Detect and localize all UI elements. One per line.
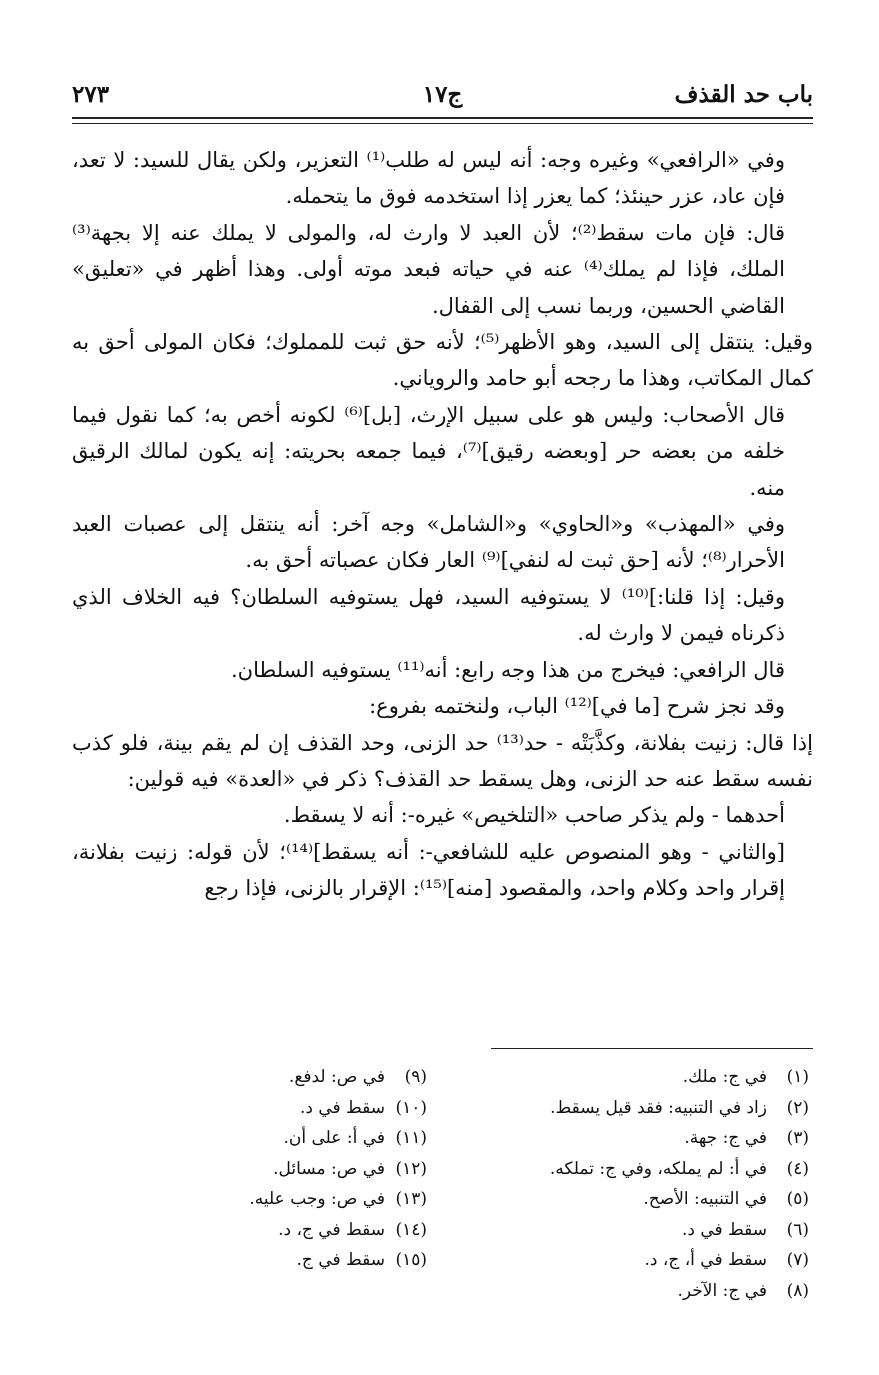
footnote-text: في ص: مسائل. <box>273 1158 385 1179</box>
footnote-number: (٤) <box>786 1158 809 1179</box>
footnote <box>167 1062 427 1093</box>
footnote-number: (٣) <box>786 1128 809 1148</box>
paragraph: إذا قال: زنيت بفلانة، وكذَّبَتْه - حد⁽¹³⁾ حد الزنى، وحد القذف إن لم يقم بينة، فلو كذب نفسه سقط عنه حد الزنى، وهل يسقط حد القذف؟ ذكر في «العدة» فيه قولين: <box>72 730 813 791</box>
footnote-number: (٩) <box>404 1067 427 1087</box>
footnote-text: زاد في التنبيه: فقد قيل يسقط. <box>550 1097 767 1118</box>
footnote <box>167 1154 427 1185</box>
footnote-number: (١٠) <box>395 1097 427 1118</box>
footnote-number: (١٢) <box>395 1158 427 1179</box>
footnote-text: في أ: لم يملكه، وفي ج: تملكه. <box>549 1158 767 1179</box>
footnote-number: (٨) <box>786 1280 809 1301</box>
footnote-number: (١٥) <box>395 1250 427 1270</box>
footnote-separator <box>491 1048 813 1049</box>
footnote-number: (٢) <box>786 1097 809 1118</box>
footnote-number: (٧) <box>786 1250 809 1270</box>
footnote-number: (١٤) <box>395 1219 427 1240</box>
paragraph: وقيل: إذا قلنا:]⁽¹⁰⁾ لا يستوفيه السيد، فهل يستوفيه السلطان؟ فيه الخلاف الذي ذكرناه فيمن لا وارث له. <box>72 584 785 646</box>
footnote-text: سقط في ج. <box>296 1250 385 1270</box>
footnote <box>469 1093 809 1124</box>
footnote-number: (٦) <box>786 1219 809 1240</box>
page-number: ٢٧٣ <box>72 81 110 108</box>
chapter-title: باب حد القذف <box>674 81 813 108</box>
volume-label: ج١٧ <box>422 81 463 108</box>
footnote <box>167 1184 427 1215</box>
footnote-text: سقط في ج، د. <box>278 1219 385 1240</box>
footnote-number: (١) <box>786 1067 809 1087</box>
footnote-text: سقط في أ، ج، د. <box>644 1250 767 1270</box>
footnote-text: في ج: الآخر. <box>677 1280 767 1301</box>
footnotes-left-column <box>167 1062 427 1276</box>
footnote <box>469 1062 809 1093</box>
footnotes-right-column <box>469 1062 809 1306</box>
footnote <box>469 1154 809 1185</box>
main-text <box>72 142 813 907</box>
footnote-text: في أ: على أن. <box>283 1128 385 1148</box>
footnote <box>167 1245 427 1276</box>
footnote-text: في التنبيه: الأصح. <box>643 1189 767 1209</box>
paragraph: قال الرافعي: فيخرج من هذا وجه رابع: أنه⁽¹¹⁾ يستوفيه السلطان. <box>230 657 785 682</box>
paragraph: وقيل: ينتقل إلى السيد، وهو الأظهر⁽⁵⁾؛ لأنه حق ثبت للمملوك؛ فكان المولى أحق به كمال المكاتب، وهذا ما رجحه أبو حامد والروياني. <box>72 330 813 391</box>
footnote-number: (١٣) <box>395 1189 427 1209</box>
paragraph: قال: فإن مات سقط⁽²⁾؛ لأن العبد لا وارث له، والمولى لا يملك عنه إلا بجهة⁽³⁾ الملك، فإذا لم يملك⁽⁴⁾ عنه في حياته فبعد موته أولى. وهذا أظهر في «تعليق» القاضي الحسين، وربما نسب إلى القفال. <box>72 220 785 318</box>
footnote-number: (٥) <box>786 1189 809 1209</box>
paragraph: وفي «الرافعي» وغيره وجه: أنه ليس له طلب⁽¹⁾ التعزير، ولكن يقال للسيد: لا تعد، فإن عاد، عزر حينئذ؛ كما يعزر إذا استخدمه فوق ما يتحمله. <box>72 148 785 209</box>
header-rule-thick <box>72 117 813 119</box>
footnote <box>469 1184 809 1215</box>
paragraph: [والثاني - وهو المنصوص عليه للشافعي-: أنه يسقط]⁽¹⁴⁾؛ لأن قوله: زنيت بفلانة، إقرار واحد وكلام واحد، والمقصود [منه]⁽¹⁵⁾: الإقرار بالزنى، فإذا رجع <box>72 839 786 901</box>
paragraph: أحدهما - ولم يذكر صاحب «التلخيص» غيره-: أنه لا يسقط. <box>283 803 785 828</box>
footnote-text: في ج: ملك. <box>682 1067 767 1087</box>
paragraph: وفي «المهذب» و«الحاوي» و«الشامل» وجه آخر: أنه ينتقل إلى عصبات العبد الأحرار⁽⁸⁾؛ لأنه [حق ثبت له لنفي]⁽⁹⁾ العار فكان عصباته أحق به. <box>72 512 786 573</box>
footnote <box>167 1215 427 1246</box>
footnote <box>469 1245 809 1276</box>
footnote <box>167 1123 427 1154</box>
footnote <box>469 1215 809 1246</box>
footnote-text: سقط في د. <box>299 1097 385 1118</box>
footnote-number: (١١) <box>395 1128 427 1148</box>
page-header <box>72 80 813 114</box>
paragraph: قال الأصحاب: وليس هو على سبيل الإرث، [بل]⁽⁶⁾ لكونه أخص به؛ كما نقول فيما خلفه من بعضه حر [وبعضه رقيق]⁽⁷⁾، فيما جمعه بحريته: إنه يكون لمالك الرقيق منه. <box>72 402 785 500</box>
footnote-text: في ص: لدفع. <box>288 1067 385 1087</box>
footnote <box>469 1276 809 1307</box>
paragraph: وقد نجز شرح [ما في]⁽¹²⁾ الباب، ولنختمه بفروع: <box>369 694 785 719</box>
footnote <box>167 1093 427 1124</box>
footnote <box>469 1123 809 1154</box>
header-rule-thin <box>72 123 813 124</box>
footnote-text: في ج: جهة. <box>684 1128 767 1148</box>
footnote-text: في ص: وجب عليه. <box>249 1189 385 1209</box>
footnote-text: سقط في د. <box>681 1219 767 1240</box>
